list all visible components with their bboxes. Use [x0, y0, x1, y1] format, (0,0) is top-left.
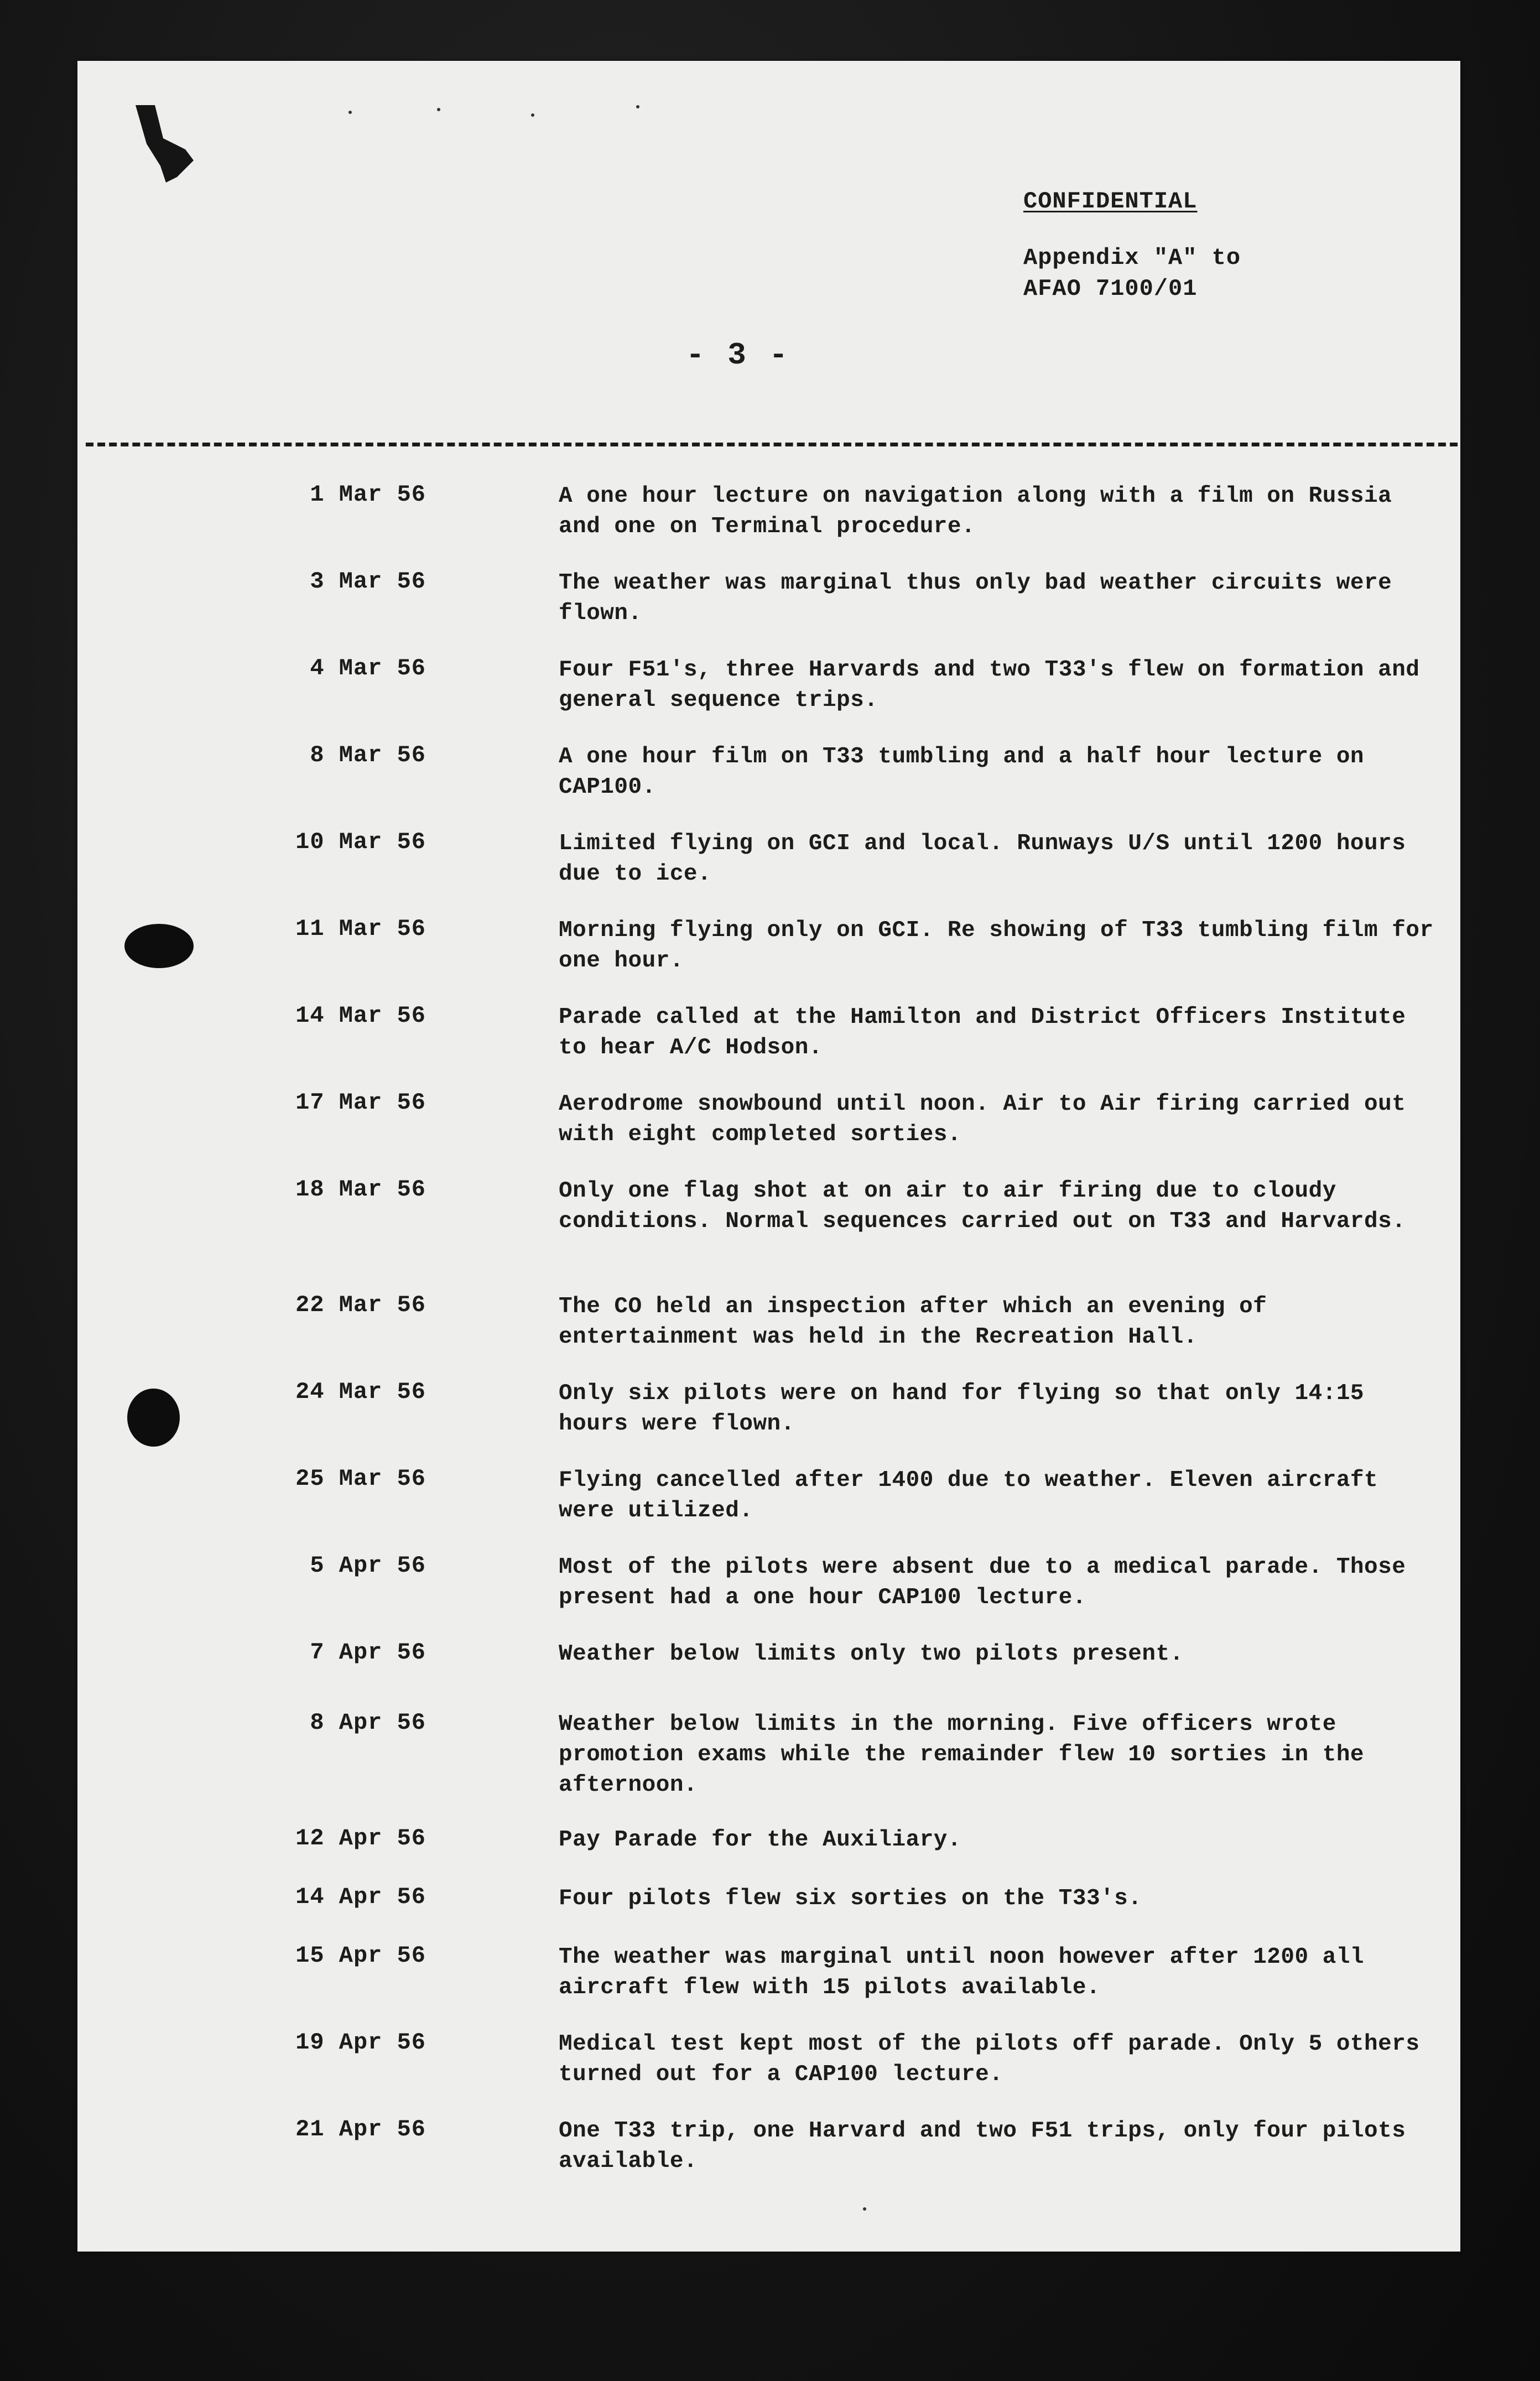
- entry-date: 14 Apr 56: [295, 1884, 426, 1910]
- entry-text: The weather was marginal until noon however after 1200 all aircraft flew with 15 pilots available.: [559, 1945, 1365, 2000]
- entry-date: 3 Mar 56: [310, 568, 426, 595]
- entry-text: Pay Parade for the Auxiliary.: [559, 1827, 962, 1853]
- ink-blot-mark: [133, 105, 194, 183]
- entry-date: 21 Apr 56: [295, 2116, 426, 2143]
- entry-text: Weather below limits in the morning. Five officers wrote promotion exams while the remainder flew 10 sorties in the afternoon.: [559, 1712, 1365, 1798]
- punch-hole-upper: [124, 924, 194, 968]
- entry-text: Four pilots flew six sorties on the T33's.: [559, 1886, 1142, 1911]
- entry-date: 15 Apr 56: [295, 1942, 426, 1969]
- entry-text: Most of the pilots were absent due to a medical parade. Those present had a one hour CAP100 lecture.: [559, 1555, 1406, 1610]
- entry-text: Only one flag shot at on air to air firing due to cloudy conditions. Normal sequences carried out on T33 and Harvards.: [559, 1178, 1406, 1234]
- punch-hole-lower: [127, 1389, 180, 1447]
- entry-text: Morning flying only on GCI. Re showing of T33 tumbling film for one hour.: [559, 918, 1434, 974]
- entry-text: A one hour lecture on navigation along with a film on Russia and one on Terminal procedure.: [559, 484, 1392, 539]
- speck: [863, 2207, 866, 2211]
- entry-date: 4 Mar 56: [310, 655, 426, 682]
- entry-date: 12 Apr 56: [295, 1825, 426, 1852]
- entry-text: Limited flying on GCI and local. Runways U/S until 1200 hours due to ice.: [559, 831, 1406, 887]
- entry-text: The CO held an inspection after which an evening of entertainment was held in the Recreation Hall.: [559, 1294, 1267, 1350]
- entry-text: Four F51's, three Harvards and two T33's flew on formation and general sequence trips.: [559, 657, 1420, 713]
- entry-text: Only six pilots were on hand for flying so that only 14:15 hours were flown.: [559, 1381, 1365, 1437]
- entry-date: 8 Mar 56: [310, 742, 426, 768]
- entry-text: A one hour film on T33 tumbling and a half hour lecture on CAP100.: [559, 744, 1365, 800]
- entry-date: 17 Mar 56: [295, 1089, 426, 1116]
- speck: [348, 111, 352, 114]
- entry-date: 7 Apr 56: [310, 1639, 426, 1666]
- entry-date: 18 Mar 56: [295, 1176, 426, 1203]
- document-page: [77, 61, 1460, 2252]
- header-divider: [86, 443, 1458, 446]
- entry-date: 1 Mar 56: [310, 481, 426, 508]
- entry-date: 5 Apr 56: [310, 1552, 426, 1579]
- entry-text: Weather below limits only two pilots present.: [559, 1641, 1184, 1667]
- entry-date: 8 Apr 56: [310, 1709, 426, 1736]
- entry-text: One T33 trip, one Harvard and two F51 trips, only four pilots available.: [559, 2118, 1406, 2174]
- entry-date: 10 Mar 56: [295, 829, 426, 855]
- entry-text: Medical test kept most of the pilots off parade. Only 5 others turned out for a CAP100 lecture.: [559, 2031, 1420, 2087]
- order-reference: AFAO 7100/01: [1023, 275, 1198, 302]
- entry-date: 25 Mar 56: [295, 1465, 426, 1492]
- speck: [437, 108, 440, 111]
- classification-label: CONFIDENTIAL: [1023, 188, 1198, 215]
- page-number: - 3 -: [686, 337, 790, 373]
- entry-date: 19 Apr 56: [295, 2029, 426, 2056]
- entry-date: 24 Mar 56: [295, 1379, 426, 1405]
- entry-text: Flying cancelled after 1400 due to weather. Eleven aircraft were utilized.: [559, 1468, 1378, 1524]
- speck: [636, 105, 639, 108]
- entry-text: Parade called at the Hamilton and District Officers Institute to hear A/C Hodson.: [559, 1005, 1406, 1060]
- entry-date: 11 Mar 56: [295, 916, 426, 942]
- appendix-reference: Appendix "A" to: [1023, 245, 1241, 271]
- entry-date: 14 Mar 56: [295, 1002, 426, 1029]
- entry-text: The weather was marginal thus only bad weather circuits were flown.: [559, 570, 1392, 626]
- speck: [531, 113, 534, 117]
- entry-text: Aerodrome snowbound until noon. Air to Air firing carried out with eight completed sorties.: [559, 1091, 1406, 1147]
- entry-date: 22 Mar 56: [295, 1292, 426, 1318]
